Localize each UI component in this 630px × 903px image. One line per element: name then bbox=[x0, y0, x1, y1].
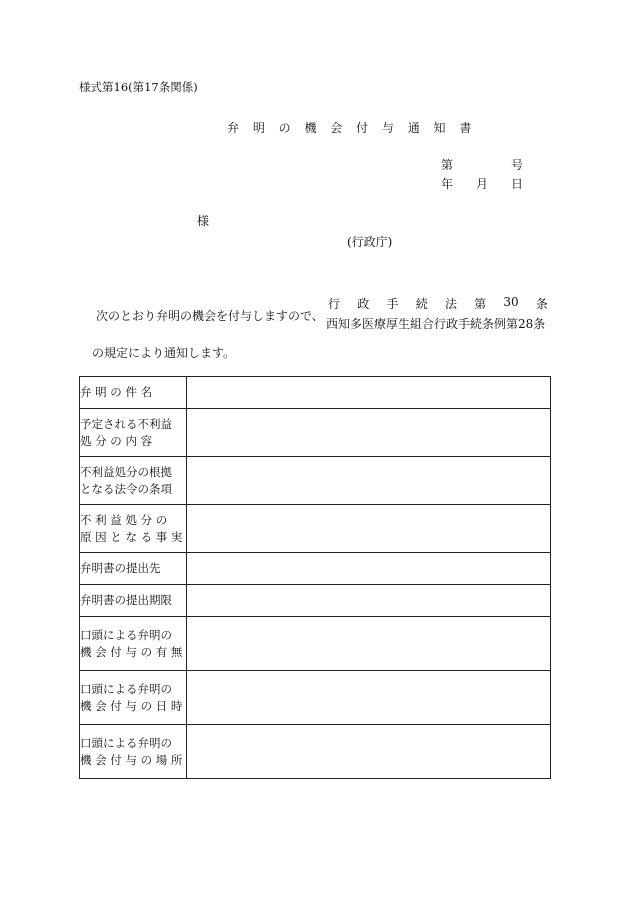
row-value-field[interactable] bbox=[187, 671, 551, 725]
row-label bbox=[80, 553, 187, 585]
table-row bbox=[80, 585, 551, 617]
row-label bbox=[80, 377, 187, 409]
law-char: 政 bbox=[357, 297, 370, 311]
row-label bbox=[80, 505, 187, 553]
law-char: 手 bbox=[386, 297, 399, 311]
table-row bbox=[80, 725, 551, 779]
law-char: 続 bbox=[415, 297, 428, 311]
body-tail-text: の規定により通知します。 bbox=[92, 346, 236, 360]
row-label bbox=[80, 725, 187, 779]
law-char: 条 bbox=[535, 297, 548, 311]
notice-form-table bbox=[79, 376, 551, 779]
issuing-agency: (行政庁) bbox=[347, 235, 393, 249]
table-row bbox=[80, 553, 551, 585]
row-label bbox=[80, 671, 187, 725]
row-label-line: 機 会 付 与 の 日 時 bbox=[80, 698, 183, 713]
row-value-field[interactable] bbox=[187, 377, 551, 409]
law-char: 法 bbox=[444, 297, 457, 311]
row-label-line: 不 利 益 処 分 の bbox=[80, 512, 168, 527]
law-char: 30 bbox=[503, 295, 519, 309]
form-number: 様式第16(第17条関係) bbox=[79, 80, 198, 94]
table-row bbox=[80, 505, 551, 553]
row-label-line: 弁 明 の 件 名 bbox=[80, 385, 153, 399]
row-label bbox=[80, 409, 187, 457]
recipient-suffix: 様 bbox=[197, 214, 210, 228]
row-label-line: 原 因 と な る 事 実 bbox=[80, 529, 183, 544]
law-reference-line-1 bbox=[328, 295, 548, 312]
row-value-field[interactable] bbox=[187, 617, 551, 671]
row-label-line: 処 分 の 内 容 bbox=[80, 433, 153, 448]
number-label-go: 号 bbox=[511, 158, 524, 172]
law-char: 第 bbox=[474, 297, 487, 311]
date-year-label: 年 bbox=[441, 177, 454, 191]
row-value-field[interactable] bbox=[187, 553, 551, 585]
row-label-line: 口頭による弁明の bbox=[80, 735, 172, 750]
row-label-line: 口頭による弁明の bbox=[80, 627, 172, 642]
row-value-field[interactable] bbox=[187, 457, 551, 505]
row-value-field[interactable] bbox=[187, 505, 551, 553]
number-label-dai: 第 bbox=[441, 158, 454, 172]
table-row bbox=[80, 617, 551, 671]
table-row bbox=[80, 409, 551, 457]
row-label-line: 不利益処分の根拠 bbox=[80, 464, 172, 479]
law-char: 行 bbox=[328, 297, 341, 311]
date-month-label: 月 bbox=[476, 177, 489, 191]
row-value-field[interactable] bbox=[187, 409, 551, 457]
body-lead-text: 次のとおり弁明の機会を付与しますので、 bbox=[96, 309, 324, 323]
row-label-line: 機 会 付 与 の 有 無 bbox=[80, 644, 183, 659]
table-row bbox=[80, 377, 551, 409]
table-row bbox=[80, 671, 551, 725]
row-label bbox=[80, 585, 187, 617]
row-label-line: となる法令の条項 bbox=[80, 481, 172, 496]
row-value-field[interactable] bbox=[187, 725, 551, 779]
row-label-line: 弁明書の提出期限 bbox=[80, 593, 172, 607]
row-label-line: 予定される不利益 bbox=[80, 416, 172, 431]
row-label bbox=[80, 617, 187, 671]
row-value-field[interactable] bbox=[187, 585, 551, 617]
row-label bbox=[80, 457, 187, 505]
law-reference-line-2: 西知多医療厚生組合行政手続条例第28条 bbox=[326, 317, 546, 331]
row-label-line: 口頭による弁明の bbox=[80, 681, 172, 696]
document-title: 弁 明 の 機 会 付 与 通 知 書 bbox=[227, 121, 477, 135]
row-label-line: 弁明書の提出先 bbox=[80, 561, 161, 575]
date-day-label: 日 bbox=[511, 177, 524, 191]
table-row bbox=[80, 457, 551, 505]
row-label-line: 機 会 付 与 の 場 所 bbox=[80, 752, 183, 767]
